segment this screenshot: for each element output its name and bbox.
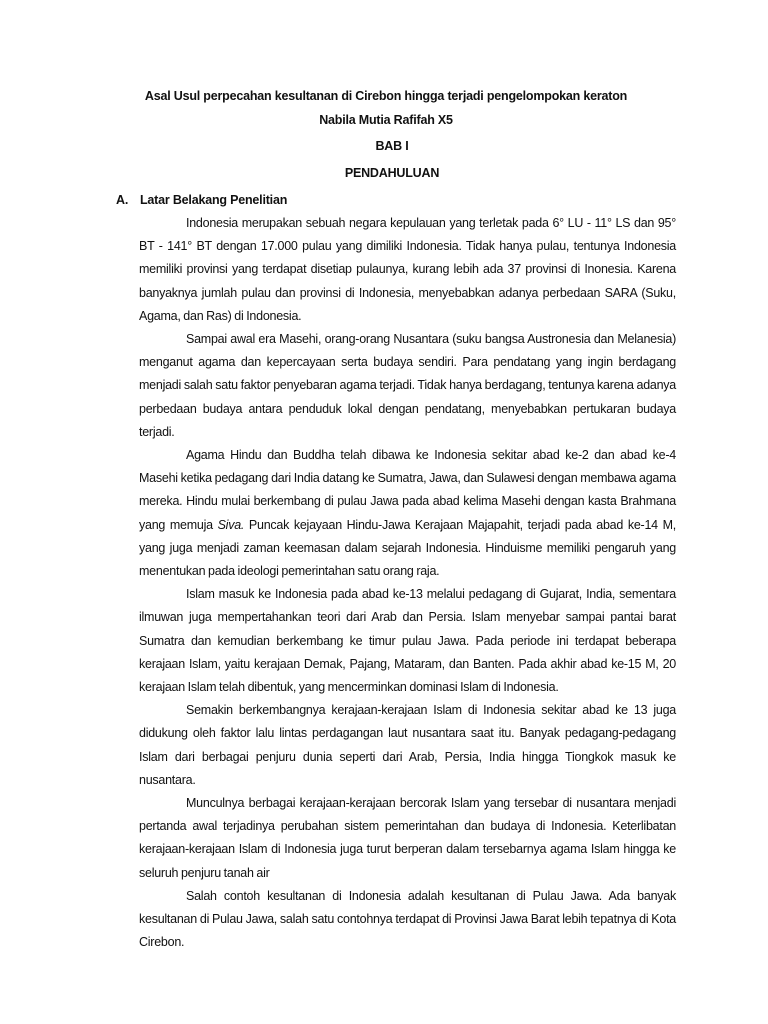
chapter-title: PENDAHULUAN (344, 166, 440, 180)
paragraph: Islam masuk ke Indonesia pada abad ke-13 melalui pedagang di Gujarat, India, sementara ilmuwan juga mempertahankan teori dari Arab dan Persia. Islam menyebar sampai pantai barat Sumatra dan kemudian berkembang ke timur pulau Jawa. Pada periode ini terdapat beberapa kerajaan Islam, yaitu kerajaan Demak, Pajang, Mataram, dan Banten. Pada akhir abad ke-15 M, 20 kerajaan Islam telah dibentuk, yang mencerminkan dominasi Islam di Indonesia. (139, 587, 676, 695)
document-title: Asal Usul perpecahan kesultanan di Cirebon hingga terjadi pengelompokan keraton (144, 89, 628, 103)
paragraph: Sampai awal era Masehi, orang-orang Nusantara (suku bangsa Austronesia dan Melanesia) menganut agama dan kepercayaan serta budaya sendiri. Para pendatang yang ingin berdagang menjadi salah satu faktor penyebaran agama terjadi. Tidak hanya berdagang, tentunya karena adanya perbedaan budaya antara penduduk lokal dengan pendatang, menyebabkan pertukaran budaya terjadi. (139, 332, 676, 439)
section-letter: A. (116, 193, 129, 207)
paragraph: Indonesia merupakan sebuah negara kepulauan yang terletak pada 6° LU - 11° LS dan 95° BT - 141° BT dengan 17.000 pulau yang dimiliki Indonesia. Tidak hanya pulau, tentunya Indonesia memiliki provinsi yang terdapat disetiap pulaunya, kurang lebih ada 37 provinsi di Inonesia. Karena banyaknya jumlah pulau dan provinsi di Indonesia, menyebabkan adanya perbedaan SARA (Suku, Agama, dan Ras) di Indonesia. (139, 216, 676, 323)
paragraph-text: Puncak kejayaan Hindu-Jawa Kerajaan Majapahit, terjadi pada abad ke-14 M, yang juga menjadi zaman keemasan dalam sejarah Indonesia. Hinduisme memiliki pengaruh yang menentukan pada ideologi pemerintahan satu orang raja. (139, 517, 676, 579)
chapter-number: BAB I (375, 139, 409, 153)
body-text (139, 212, 676, 955)
paragraph: Semakin berkembangnya kerajaan-kerajaan Islam di Indonesia sekitar abad ke 13 juga didukung oleh faktor lalu lintas perdagangan laut nusantara saat itu. Banyak pedagang-pedagang Islam dari berbagai penjuru dunia seperti dari Arab, Persia, India hingga Tiongkok masuk ke nusantara. (139, 703, 676, 787)
document-author: Nabila Mutia Rafifah X5 (319, 113, 453, 127)
paragraph: Salah contoh kesultanan di Indonesia adalah kesultanan di Pulau Jawa. Ada banyak kesultanan di Pulau Jawa, salah satu contohnya terdapat di Provinsi Jawa Barat lebih tepatnya di Kota Cirebon. (139, 888, 676, 950)
italic-term: Siva. (217, 517, 245, 532)
paragraph: Munculnya berbagai kerajaan-kerajaan bercorak Islam yang tersebar di nusantara menjadi pertanda awal terjadinya perubahan sistem pemerintahan dan budaya di Indonesia. Keterlibatan kerajaan-kerajaan Islam di Indonesia juga turut berperan dalam tersebarnya agama Islam hingga ke seluruh penjuru tanah air (139, 796, 676, 880)
paragraph (139, 444, 676, 583)
paragraph-text: Agama Hindu dan Buddha telah dibawa ke Indonesia sekitar abad ke-2 dan abad ke-4 Masehi ketika pedagang dari India datang ke Sumatra, Jawa, dan Sulawesi dengan membawa agama mereka. Hindu mulai berkembang di pulau Jawa pada abad kelima Masehi dengan kasta Brahmana yang memuja (139, 448, 676, 532)
section-heading (116, 193, 287, 207)
section-heading-text: Latar Belakang Penelitian (140, 193, 288, 207)
